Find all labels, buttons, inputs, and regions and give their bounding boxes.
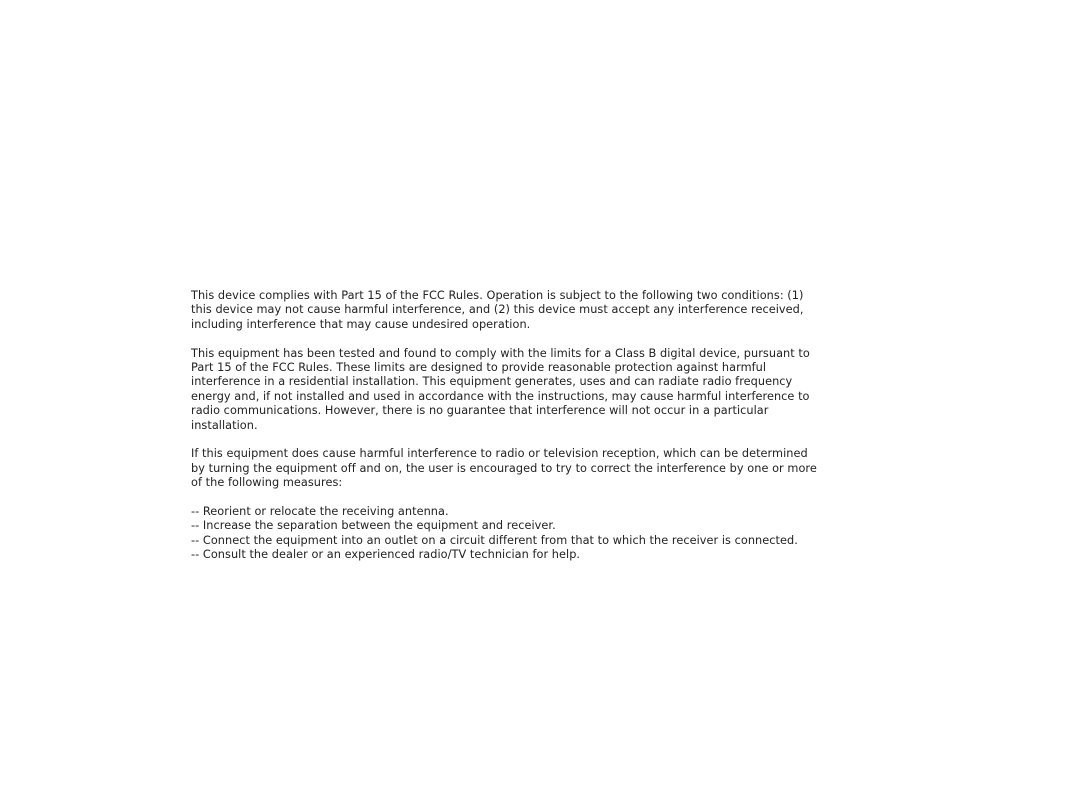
text-line: radio communications. However, there is no guarantee that interference will not occur in a particular	[191, 404, 769, 418]
class-b-limits-paragraph	[191, 347, 851, 433]
text-line: of the following measures:	[191, 476, 343, 490]
text-line: including interference that may cause undesired operation.	[191, 317, 531, 331]
text-line: interference in a residential installation. This equipment generates, uses and can radiate radio frequency	[191, 375, 793, 389]
text-line: installation.	[191, 418, 258, 432]
list-item: -- Consult the dealer or an experienced radio/TV technician for help.	[191, 548, 581, 562]
corrective-measures-list	[191, 505, 851, 563]
list-item: -- Connect the equipment into an outlet on a circuit different from that to which the receiver is connected.	[191, 533, 798, 547]
text-line: by turning the equipment off and on, the user is encouraged to try to correct the interference by one or more	[191, 461, 817, 475]
text-line: Part 15 of the FCC Rules. These limits are designed to provide reasonable protection against harmful	[191, 361, 767, 375]
list-item: -- Reorient or relocate the receiving antenna.	[191, 505, 449, 519]
fcc-conditions-paragraph	[191, 289, 851, 332]
text-line: energy and, if not installed and used in accordance with the instructions, may cause harmful interference to	[191, 389, 810, 403]
text-line: This device complies with Part 15 of the FCC Rules. Operation is subject to the following two conditions: (1)	[191, 289, 804, 302]
fcc-compliance-notice	[191, 289, 851, 563]
text-line: this device may not cause harmful interference, and (2) this device must accept any interference received,	[191, 303, 804, 317]
list-item: -- Increase the separation between the equipment and receiver.	[191, 519, 556, 533]
text-line: This equipment has been tested and found to comply with the limits for a Class B digital device, pursuant to	[191, 346, 810, 360]
text-line: If this equipment does cause harmful interference to radio or television reception, which can be determined	[191, 447, 808, 461]
interference-correction-paragraph	[191, 447, 851, 490]
